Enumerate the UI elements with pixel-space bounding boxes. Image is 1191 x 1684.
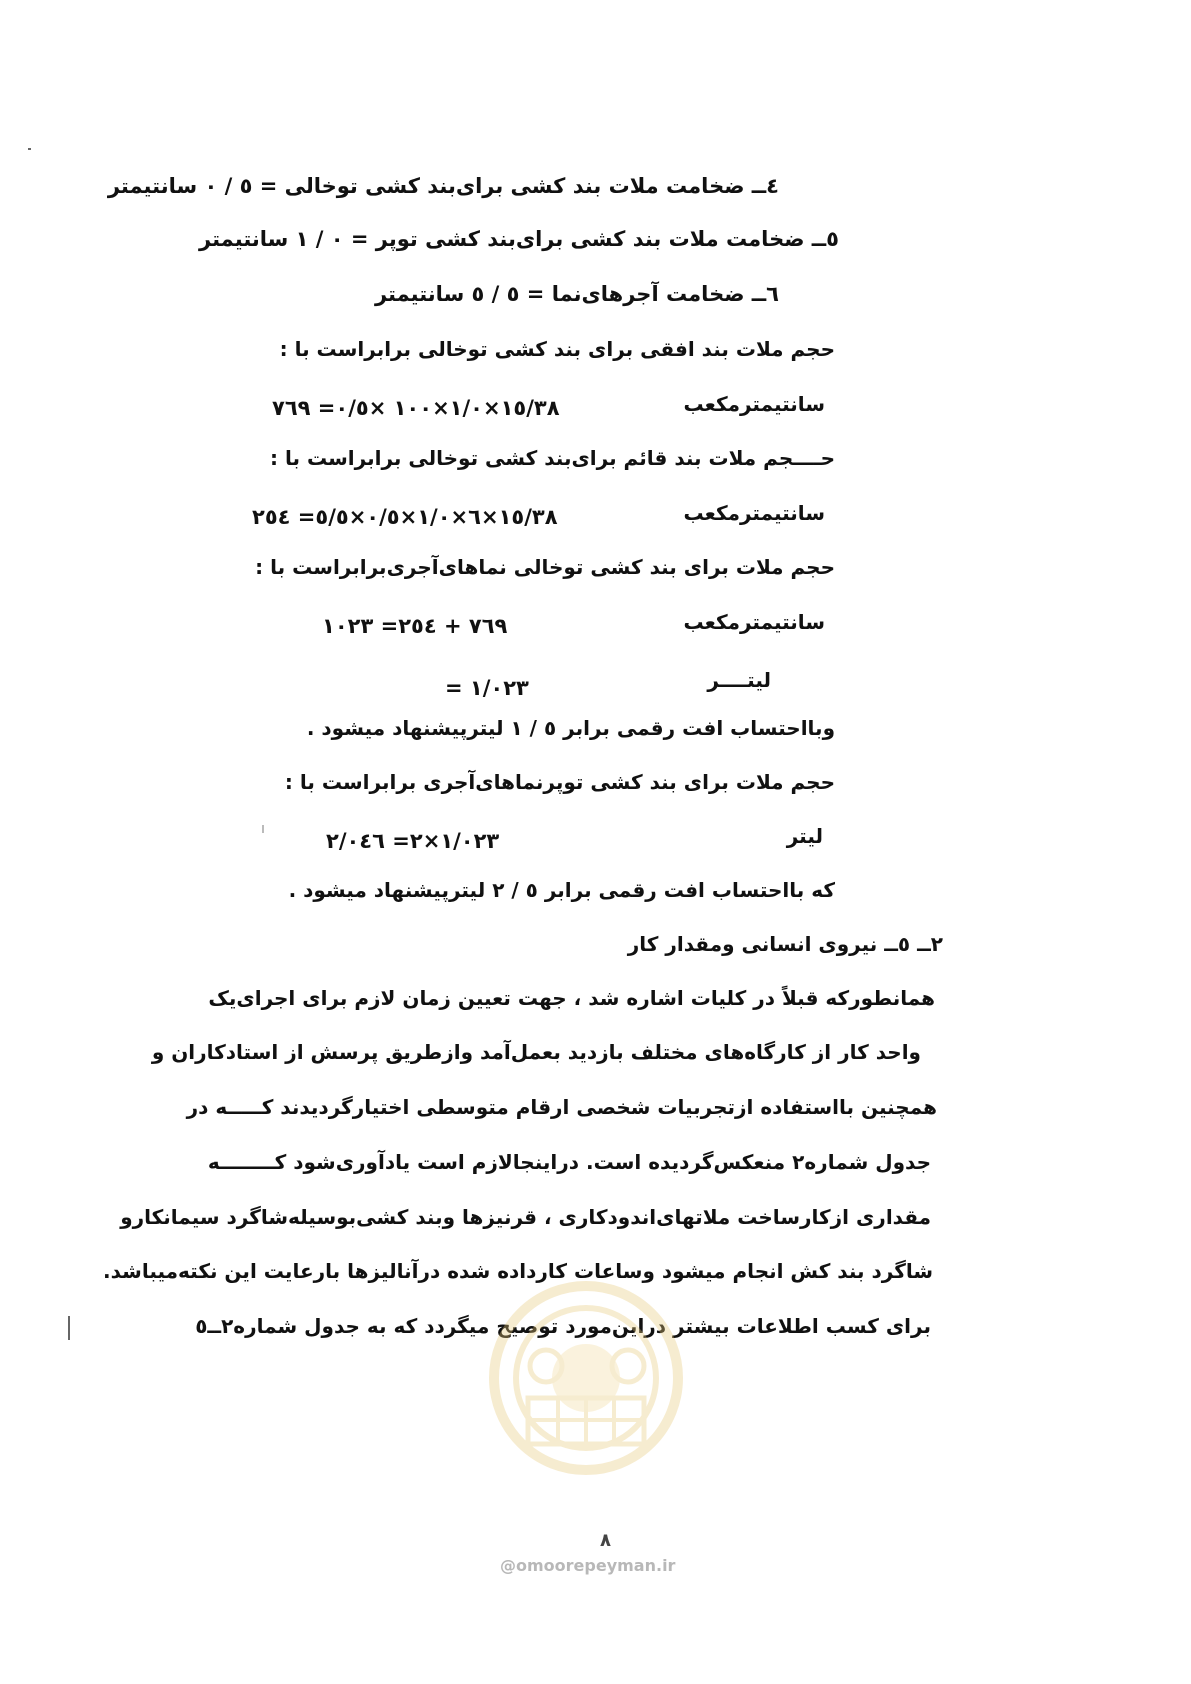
scan-mark [28, 148, 31, 150]
vertical-joint-heading: حــــجم ملات بند قائم برای‌بند کشی توخالی برابراست با : [270, 446, 835, 470]
item-5-line: ٥ــ ضخامت ملات بند کشی برای‌بند کشی توپر = ٠ / ١ سانتیمتر [199, 227, 839, 251]
solid-joint-heading: حجم ملات برای بند کشی توپرنماهای‌آجری برابراست با : [284, 770, 835, 794]
horizontal-joint-heading: حجم ملات بند افقی برای بند کشی توخالی برابراست با : [279, 337, 835, 361]
item-6-line: ٦ــ ضخامت آجرهای‌نما = ٥ / ٥ سانتیمتر [374, 282, 779, 306]
watermark-site-text: @omoorepeyman.ir [500, 1556, 676, 1575]
calc-2-expression: ١٥/٣٨×٦×١/٠×٠/٥×٥/٥= ٢٥٤ [252, 505, 558, 529]
hollow-total-heading: حجم ملات برای بند کشی توخالی نماهای‌آجری‌برابراست با : [255, 555, 835, 579]
calc-1-expression: ١٥/٣٨×١/٠×١٠٠ ×٠/٥= ٧٦٩ [272, 396, 560, 420]
scan-mark [262, 825, 264, 833]
calc-3-unit: سانتیمترمکعب [683, 610, 825, 634]
paragraph-line: شاگرد بند کش انجام میشود وساعات کارداده شده درآنالیزها بارعایت این نکته‌میباشد. [103, 1259, 933, 1283]
section-heading: ٢ــ ٥ــ نیروی انسانی ومقدار کار [627, 932, 943, 956]
paragraph-line: همانطورکه قبلاً در کلیات اشاره شد ، جهت تعیین زمان لازم برای اجرای‌یک [208, 986, 935, 1010]
calc-5-expression: ١/٠٢٣×٢= ٢/٠٤٦ [326, 829, 500, 853]
scan-mark [68, 1316, 70, 1340]
paragraph-line: همچنین بااستفاده ازتجربیات شخصی ارقام متوسطی اختیارگردیدند کـــــه در [186, 1095, 937, 1119]
paragraph-line: جدول شماره٢ منعکس‌گردیده است. دراینجالازم است یادآوری‌شود کــــــــه [207, 1150, 931, 1174]
calc-4-expression: = ١/٠٢٣ [445, 676, 529, 700]
calc-1-unit: سانتیمترمکعب [683, 392, 825, 416]
calc-2-unit: سانتیمترمکعب [683, 501, 825, 525]
paragraph-line: برای کسب اطلاعات بیشتر دراین‌مورد توصیح میگردد که به جدول شماره٢ــ٥ [195, 1314, 931, 1338]
calc-4-unit: لیتــــر [707, 668, 771, 692]
paragraph-line: واحد کار از کارگاه‌های مختلف بازدید بعمل‌آمد واز‌طریق پرسش از استادکاران و [151, 1040, 921, 1064]
loss-note-2: که بااحتساب افت رقمی برابر ٥ / ٢ لیترپیشنهاد میشود . [288, 878, 835, 902]
page-number: ٨ [600, 1530, 611, 1551]
paragraph-line: مقداری ازکارساخت ملاتهای‌اندودکاری ، قرنیزها وبند کشی‌بوسیله‌شاگرد سیمانکارو [120, 1205, 931, 1229]
loss-note-1: وبااحتساب افت رقمی برابر ٥ / ١ لیترپیشنهاد میشود . [306, 716, 835, 740]
watermark-logo-icon [488, 1280, 684, 1476]
item-4-line: ٤ــ ضخامت ملات بند کشی برای‌بند کشی توخالی = ٥ / ٠ سانتیمتر [107, 174, 779, 198]
calc-3-expression: ٧٦٩ + ٢٥٤= ١٠٢٣ [322, 614, 508, 638]
calc-5-unit: لیتر [786, 824, 823, 848]
